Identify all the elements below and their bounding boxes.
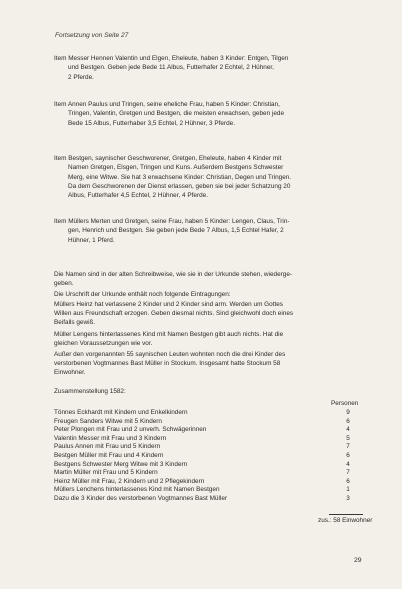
entry-first-line: Item Müllers Merten und Gretgen, seine Frau, haben 5 Kinder: Lengen, Claus, Trin-: [54, 218, 290, 225]
row-household: Bestgen Müller mit Frau und 4 Kindern: [54, 451, 164, 459]
table-row: [54, 426, 364, 435]
row-person-count: 6: [346, 417, 350, 425]
entry-continuation-line: Namen Gretgen, Elsgen, Tringen und Kuns. Außerdem Bestgens Schwester: [68, 164, 284, 172]
entry-continuation-line: und Bestgen. Geben jede Bede 11 Albus, Futterhafer 2 Echtel, 2 Hühner,: [68, 64, 274, 72]
entry-continuation-line: Albus, Futterhafer 4,5 Echtel, 2 Hühner, 4 Pferde.: [68, 192, 208, 200]
sum-line: [329, 514, 363, 515]
note-line: Außer den vorgenannten 55 saynischen Leuten wohnten noch die drei Kinder des: [54, 351, 286, 358]
table-row: [54, 418, 364, 427]
note-line: geben.: [54, 280, 74, 288]
entry-first-line: Item Messer Hennen Valentin und Elgen, Eheleute, haben 3 Kinder: Entgen, Tilgen: [54, 55, 289, 62]
table-row: [54, 495, 364, 504]
row-household: Heinz Müller mit Frau, 2 Kindern und 2 Pflegekindern: [54, 477, 205, 485]
row-household: Valentin Messer mit Frau und 3 Kindern: [54, 434, 167, 442]
population-table: [54, 409, 364, 504]
entry-continuation-line: 2 Pferde.: [68, 73, 94, 81]
row-household: Paulus Annen mit Frau und 5 Kindern: [54, 443, 161, 451]
note-line: Die Urschrift der Urkunde enthält noch folgende Eintragungen:: [54, 291, 231, 298]
row-person-count: 7: [346, 443, 350, 451]
row-person-count: 6: [346, 477, 350, 485]
row-household: Martin Müller mit Frau und 5 Kindern: [54, 469, 158, 477]
row-person-count: 7: [346, 469, 350, 477]
page-number: 29: [354, 557, 362, 564]
entry-continuation-line: Merg, eine Witwe. Sie hat 3 erwachsene Kinder: Christian, Degen und Tringen.: [68, 173, 292, 181]
entry-continuation-line: Tringen, Valentin, Gretgen und Bestgen, die meisten erwachsen, geben jede: [68, 110, 284, 118]
entry-first-line: Item Annen Paulus und Tringen, seine eheliche Frau, haben 5 Kinder: Christian,: [54, 101, 280, 108]
row-person-count: 1: [346, 486, 350, 494]
row-household: Dazu die 3 Kinder des verstorbenen Vogtmannes Bast Müller: [54, 494, 227, 502]
table-total: zus.: 58 Einwohner: [318, 517, 373, 524]
note-line: Einwohner.: [54, 369, 86, 377]
row-household: Müllers Lenchens hinterlassenes Kind mit Namen Bestgen: [54, 486, 220, 494]
table-row: [54, 443, 364, 452]
note-line: Die Namen sind in der alten Schreibweise, wie sie in der Urkunde stehen, wiederge-: [54, 271, 292, 278]
table-title: Zusammenstellung 1582:: [54, 388, 126, 395]
note-paragraph: [54, 290, 364, 299]
row-person-count: 4: [346, 460, 350, 468]
note-line: Müller Lengens hinterlassenes Kind mit Namen Bestgen gibt auch nichts. Hat die: [54, 331, 284, 338]
row-person-count: 4: [346, 426, 350, 434]
row-person-count: 5: [346, 434, 350, 442]
continued-note: Fortsetzung von Seite 27: [55, 32, 129, 39]
row-household: Tönnes Eckhardt mit Kindern und Enkelkindern: [54, 409, 188, 416]
note-paragraph: [54, 300, 364, 328]
note-paragraph: [54, 350, 364, 378]
household-entry: [54, 217, 364, 245]
entry-first-line: Item Bestgen, saynischer Geschworener, Gretgen, Eheleute, haben 4 Kinder mit: [54, 155, 282, 162]
row-person-count: 9: [346, 409, 350, 416]
entry-continuation-line: Da dem Geschworenen der Dienst erlassen, geben sie bei jeder Schatzung 20: [68, 182, 291, 190]
table-row: [54, 435, 364, 444]
row-person-count: 3: [346, 494, 350, 502]
table-row: [54, 469, 364, 478]
household-entry: [54, 100, 364, 128]
entry-continuation-line: gen, Henrich und Bestgen. Sie geben jede Bede 7 Albus, 1,5 Echtel Hafer, 2: [68, 227, 284, 235]
table-row: [54, 478, 364, 487]
household-entry: [54, 154, 364, 200]
note-paragraph: [54, 330, 364, 348]
household-entry: [54, 54, 364, 82]
note-line: Beifalls gewiß.: [54, 319, 96, 327]
note-line: Müllers Heinz hat verlassene 2 Kinder und 2 Kinder sind arm. Werden um Gottes: [54, 301, 283, 308]
note-paragraph: [54, 270, 364, 288]
note-line: gleichen Voraussetzungen wie vor.: [54, 340, 153, 348]
row-person-count: 6: [346, 451, 350, 459]
entry-continuation-line: Bede 15 Albus, Futterhaber 3,5 Echtel, 2 Hühner, 3 Pferde.: [68, 119, 235, 127]
table-row: [54, 486, 364, 495]
table-row: [54, 409, 364, 418]
note-line: verstorbenen Vogtmannes Bast Müller in Stockum. Insgesamt hatte Stockum 58: [54, 360, 281, 368]
row-household: Peter Plongen mit Frau und 2 unverh. Schwägerinnen: [54, 426, 207, 434]
table-header-persons: Personen: [331, 400, 359, 407]
row-household: Bestgens Schwester Merg Witwe mit 3 Kindern: [54, 460, 188, 468]
entry-continuation-line: Hühner, 1 Pferd.: [68, 236, 115, 244]
row-household: Freugen Sanders Witwe mit 5 Kindern: [54, 417, 162, 425]
table-row: [54, 452, 364, 461]
table-row: [54, 461, 364, 470]
note-line: Willen aus Freundschaft erzogen. Geben diesmal nichts. Sind gleichwohl doch eines: [54, 310, 294, 318]
